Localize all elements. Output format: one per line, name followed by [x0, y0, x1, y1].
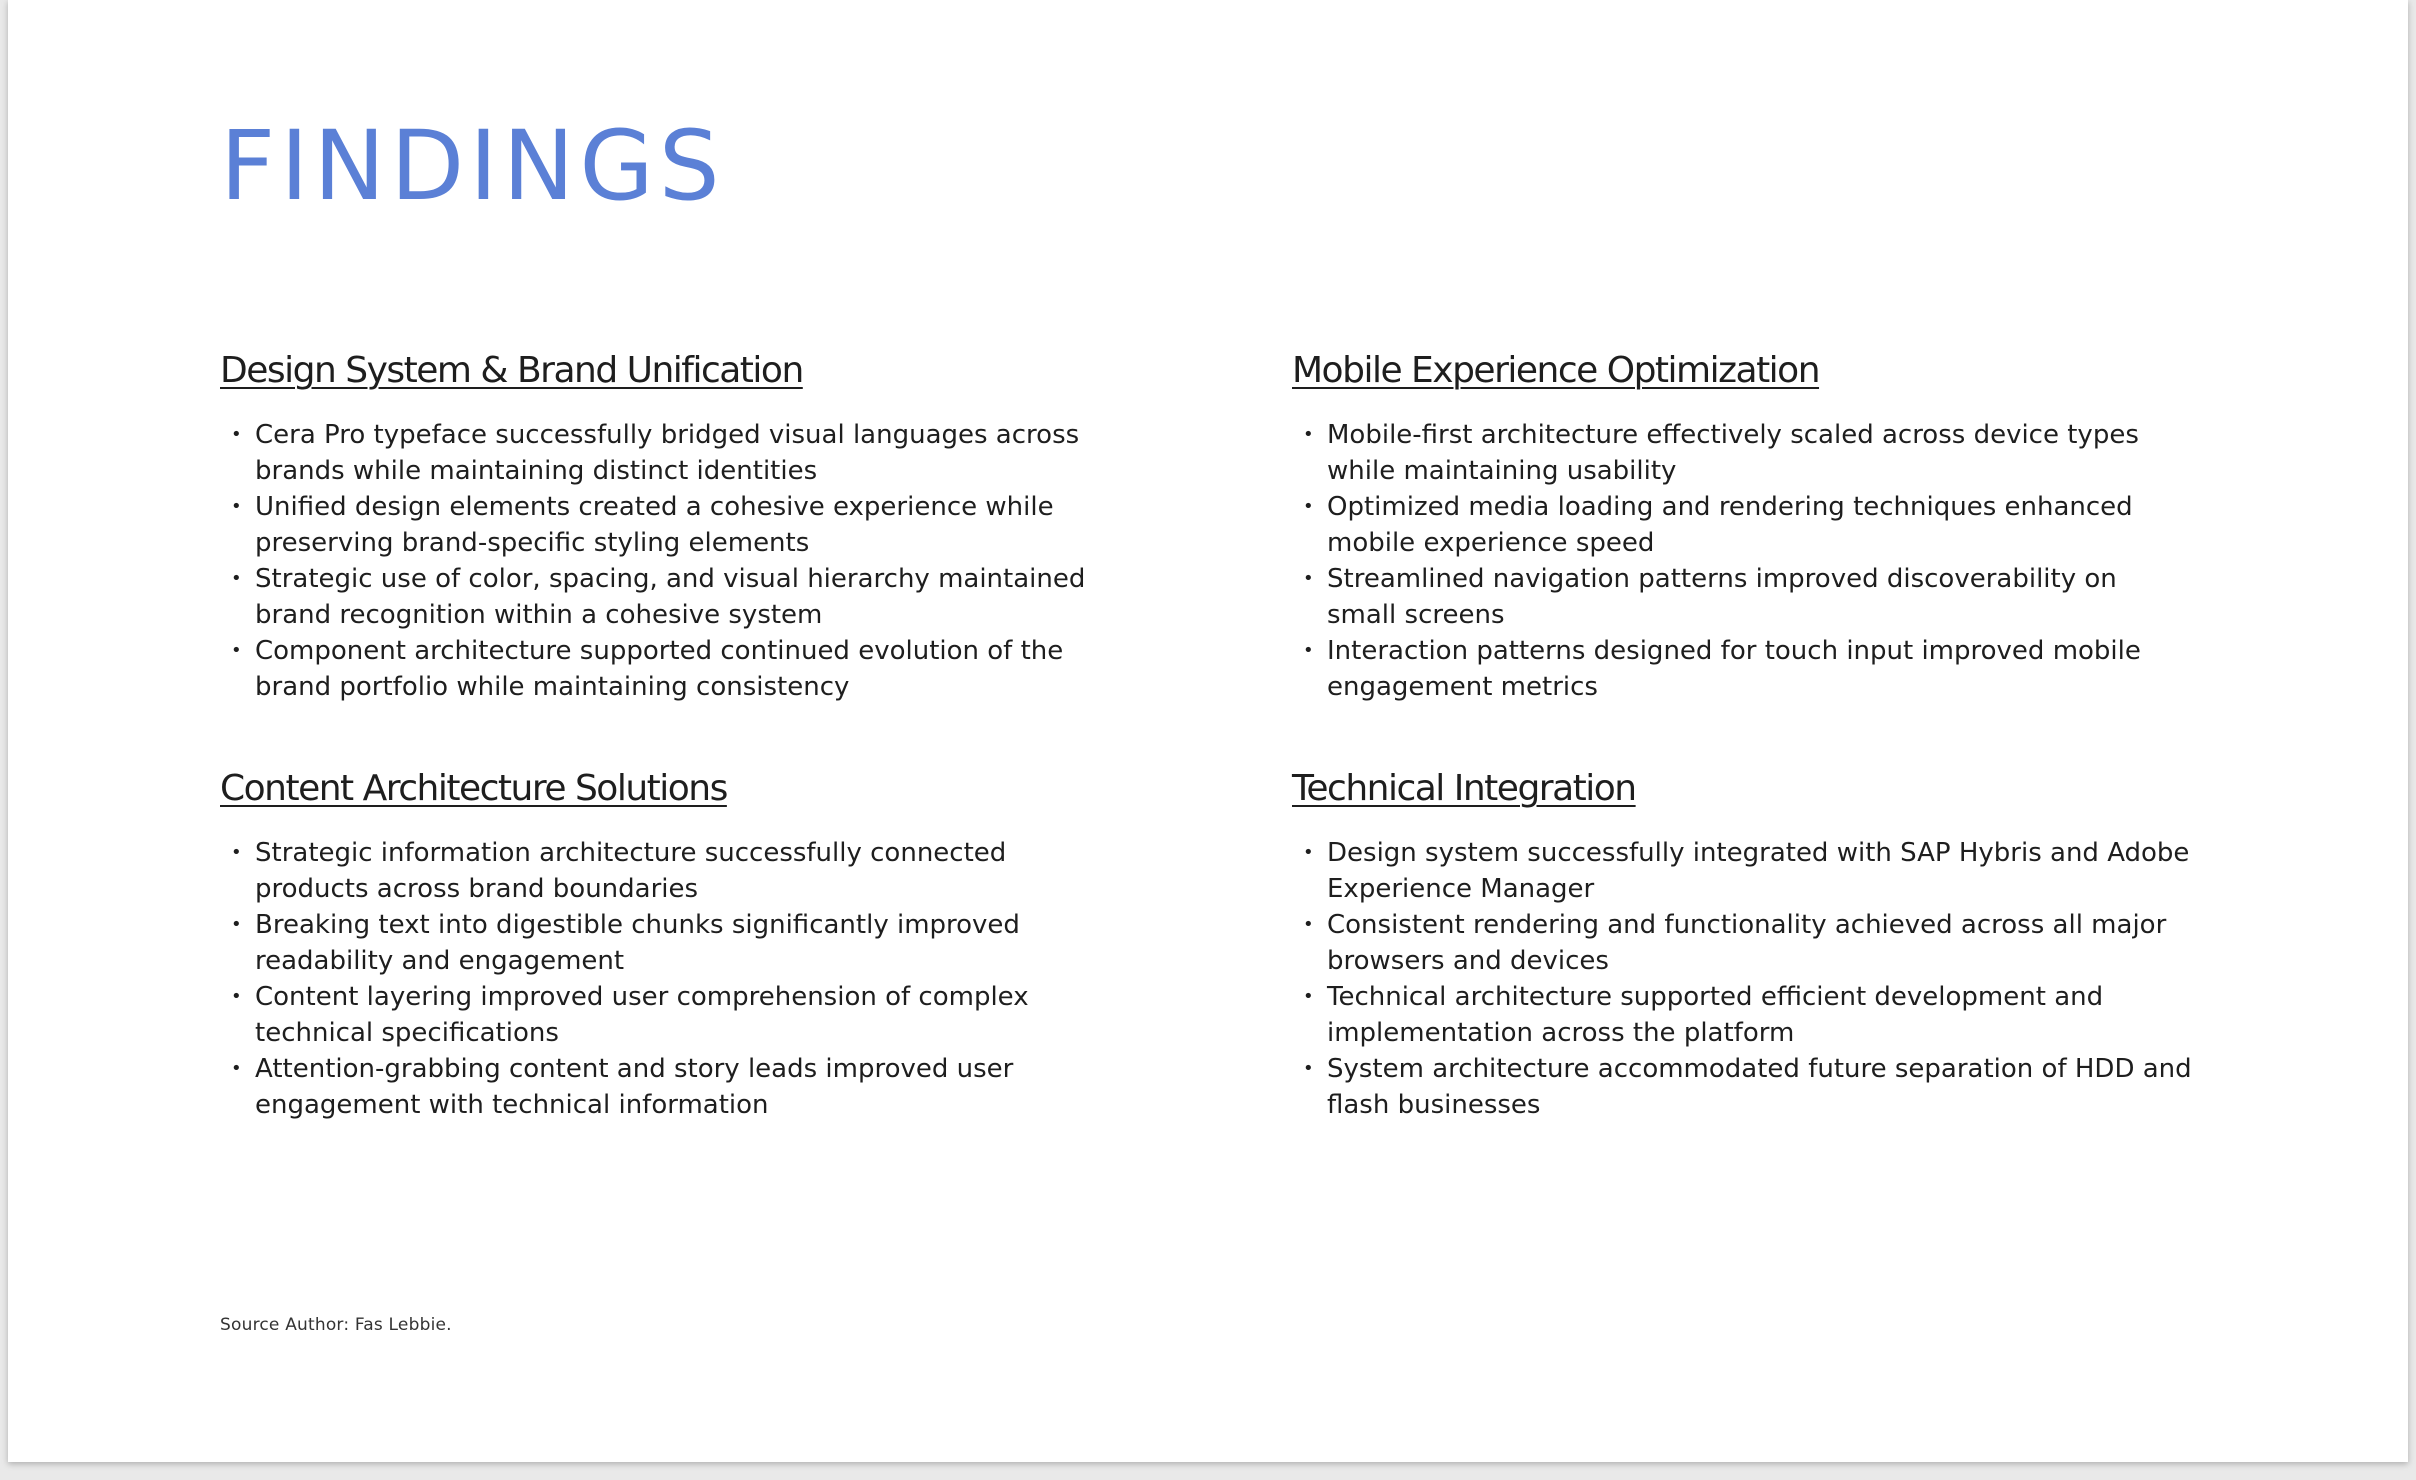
list-item: [220, 561, 1120, 633]
bullet-icon: •: [231, 842, 242, 863]
bullet-text: Mobile-first architecture effectively scaled across device types while maintaining usability: [1327, 420, 2139, 486]
bullet-text: Content layering improved user comprehension of complex technical specifications: [255, 982, 1029, 1048]
bullet-text: Attention-grabbing content and story leads improved user engagement with technical information: [255, 1054, 1014, 1120]
list-item: [220, 979, 1120, 1051]
list-item: [220, 907, 1120, 979]
bullet-icon: •: [231, 568, 242, 589]
bullet-list: [220, 417, 1120, 705]
bullet-icon: •: [231, 424, 242, 445]
bullet-icon: •: [231, 640, 242, 661]
list-item: [220, 489, 1120, 561]
list-item: [1292, 633, 2192, 705]
section-heading: Design System & Brand Unification: [220, 350, 803, 391]
bullet-icon: •: [1303, 496, 1314, 517]
page-title: FINDINGS: [220, 110, 725, 222]
bullet-icon: •: [1303, 568, 1314, 589]
list-item: [1292, 489, 2192, 561]
list-item: [1292, 979, 2192, 1051]
section-mobile-experience: [1292, 347, 2192, 705]
list-item: [220, 633, 1120, 705]
bullet-icon: •: [231, 914, 242, 935]
bullet-text: Interaction patterns designed for touch input improved mobile engagement metrics: [1327, 636, 2141, 702]
bullet-text: Consistent rendering and functionality achieved across all major browsers and devices: [1327, 910, 2167, 976]
bullet-icon: •: [1303, 914, 1314, 935]
bullet-text: Strategic information architecture successfully connected products across brand boundaries: [255, 838, 1007, 904]
bullet-icon: •: [231, 986, 242, 1007]
bullet-icon: •: [1303, 1058, 1314, 1079]
bullet-icon: •: [1303, 640, 1314, 661]
list-item: [1292, 417, 2192, 489]
list-item: [220, 1051, 1120, 1123]
list-item: [1292, 561, 2192, 633]
section-design-system: [220, 347, 1120, 705]
section-heading: Technical Integration: [1292, 768, 1636, 809]
bullet-text: Breaking text into digestible chunks significantly improved readability and engagement: [255, 910, 1020, 976]
list-item: [220, 835, 1120, 907]
list-item: [220, 417, 1120, 489]
bullet-text: Optimized media loading and rendering techniques enhanced mobile experience speed: [1327, 492, 2133, 558]
bullet-text: Unified design elements created a cohesive experience while preserving brand-specific styling elements: [255, 492, 1054, 558]
bullet-text: Design system successfully integrated with SAP Hybris and Adobe Experience Manager: [1327, 838, 2190, 904]
bullet-text: Streamlined navigation patterns improved discoverability on small screens: [1327, 564, 2117, 630]
bullet-icon: •: [1303, 424, 1314, 445]
section-content-architecture: [220, 765, 1120, 1123]
section-heading: Content Architecture Solutions: [220, 768, 727, 809]
bullet-icon: •: [231, 496, 242, 517]
bullet-text: Technical architecture supported efficient development and implementation across the platform: [1327, 982, 2104, 1048]
section-heading: Mobile Experience Optimization: [1292, 350, 1820, 391]
bullet-icon: •: [1303, 986, 1314, 1007]
section-technical-integration: [1292, 765, 2192, 1123]
list-item: [1292, 907, 2192, 979]
bullet-list: [1292, 417, 2192, 705]
bullet-text: System architecture accommodated future separation of HDD and flash businesses: [1327, 1054, 2192, 1120]
bullet-text: Component architecture supported continued evolution of the brand portfolio while maintaining consistency: [255, 636, 1064, 702]
bullet-list: [220, 835, 1120, 1123]
bullet-icon: •: [1303, 842, 1314, 863]
bullet-text: Strategic use of color, spacing, and visual hierarchy maintained brand recognition within a cohesive system: [255, 564, 1086, 630]
slide: [8, 0, 2408, 1462]
list-item: [1292, 1051, 2192, 1123]
bullet-icon: •: [231, 1058, 242, 1079]
source-credit: Source Author: Fas Lebbie.: [220, 1315, 452, 1335]
bullet-list: [1292, 835, 2192, 1123]
bullet-text: Cera Pro typeface successfully bridged visual languages across brands while maintaining distinct identities: [255, 420, 1080, 486]
list-item: [1292, 835, 2192, 907]
